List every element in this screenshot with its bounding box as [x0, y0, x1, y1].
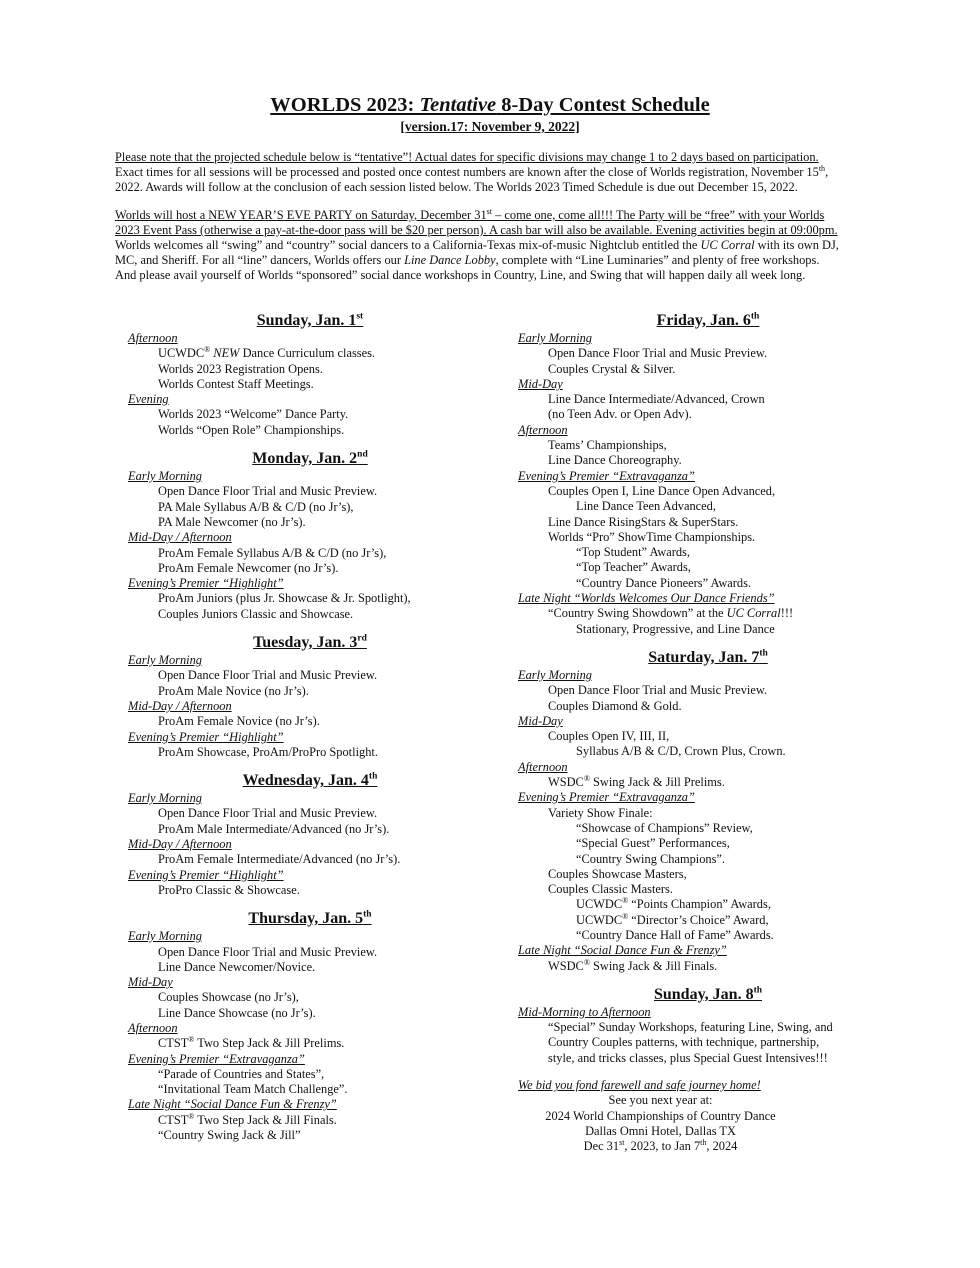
session-heading: Early Morning — [128, 791, 202, 806]
intro-paragraph-2: Worlds will host a NEW YEAR’S EVE PARTY on Saturday, December 31st – come one, come all!!! The Party will be “free” with your Worlds 2023 Event Pass (otherwise a pay-at-the-door pass will be $20 per person). A cash bar will also be available. Evening activities begin at 09:00pm. Worlds welcomes all “swing” and “country” social dancers to a California-Texas mix-of-music Nightclub entitled the UC Corral with its own DJ, MC, and Sheriff. For all “line” dancers, Worlds offers our Line Dance Lobby, complete with “Line Luminaries” and plenty of free workshops. And please avail yourself of Worlds “sponsored” social dance workshops in Country, Line, and Swing that will happen daily all week long. — [115, 206, 839, 282]
session-heading: Afternoon — [128, 331, 178, 345]
session-heading: Late Night “Social Dance Fun & Frenzy” — [128, 1097, 337, 1112]
right-column — [518, 311, 898, 1155]
session-heading: Evening’s Premier “Highlight” — [128, 867, 284, 882]
closing-block: We bid you fond farewell and safe journey home! See you next year at: 2024 World Championships of Country Dance Dallas Omni Hotel, Dallas TX Dec 31st, 2023, to Jan 7th, 2024 — [518, 1078, 898, 1154]
session-heading: Early Morning — [128, 929, 202, 944]
session-heading: Early Morning — [518, 331, 592, 345]
day-block-tuesday-jan-3: Tuesday, Jan. 3rd Early Morning Open Dance Floor Trial and Music Preview. ProAm Male Novice (no Jr’s). Mid-Day / Afternoon ProAm Female Novice (no Jr’s). Evening’s Premier “Highlight” ProAm Showcase, ProAm/ProPro Spotlight. — [128, 633, 488, 760]
session-heading: Late Night “Social Dance Fun & Frenzy” — [518, 943, 727, 958]
day-heading: Tuesday, Jan. 3rd — [253, 633, 367, 652]
intro-paragraph-1: Please note that the projected schedule below is “tentative”! Actual dates for specific divisions may change 1 to 2 days based on participation. Exact times for all sessions will be processed and posted once contest numbers are known after the close of Worlds registration, November 15th, 2022. Awards will follow at the conclusion of each session listed below. The Worlds 2023 Timed Schedule is due out December 15, 2022. — [115, 150, 829, 194]
session-heading: Mid-Day / Afternoon — [128, 530, 232, 545]
session-heading: Afternoon — [518, 422, 568, 437]
session-heading: Mid-Day / Afternoon — [128, 698, 232, 713]
session-heading: Evening’s Premier “Highlight” — [128, 729, 284, 744]
day-heading: Saturday, Jan. 7th — [648, 648, 768, 666]
session-heading: Mid-Day — [518, 376, 563, 391]
day-heading: Monday, Jan. 2nd — [252, 449, 368, 468]
day-heading: Friday, Jan. 6th — [656, 311, 760, 329]
session-heading: Mid-Day — [128, 975, 173, 990]
session-heading: Afternoon — [128, 1020, 178, 1035]
day-block-friday-jan-6: Friday, Jan. 6th Early Morning Open Dance Floor Trial and Music Preview. Couples Crystal & Silver. Mid-Day Line Dance Intermediate/Advanced, Crown (no Teen Adv. or Open Adv). Afternoon Teams’ Championships, Line Dance Choreography. Evening’s Premier “Extravaganza” Couples Open I, Line Dance Open Advanced, Line Dance Teen Advanced, Line Dance RisingStars & SuperStars. Worlds “Pro” ShowTime Championships. “Top Student” Awards, “Top Teacher” Awards, “Country Dance Pioneers” Awards. Late Night “Worlds Welcomes Our Dance Friends” “Country Swing Showdown” at the UC Corral!!! Stationary, Progressive, and Line Dance — [518, 311, 898, 637]
session-heading: Mid-Day / Afternoon — [128, 837, 232, 852]
day-block-wednesday-jan-4: Wednesday, Jan. 4th Early Morning Open Dance Floor Trial and Music Preview. ProAm Male Intermediate/Advanced (no Jr’s). Mid-Day / Afternoon ProAm Female Intermediate/Advanced (no Jr’s). Evening’s Premier “Highlight” ProPro Classic & Showcase. — [128, 771, 488, 898]
session-heading: Late Night “Worlds Welcomes Our Dance Friends” — [518, 591, 775, 606]
day-heading: Sunday, Jan. 8th — [653, 985, 763, 1003]
session-heading: Evening’s Premier “Highlight” — [128, 576, 284, 591]
session-heading: Early Morning — [128, 469, 202, 484]
day-heading: Sunday, Jan. 1st — [256, 311, 364, 329]
session-heading: Afternoon — [518, 759, 568, 774]
session-heading: Mid-Morning to Afternoon — [518, 1004, 651, 1019]
day-block-saturday-jan-7: Saturday, Jan. 7th Early Morning Open Dance Floor Trial and Music Preview. Couples Diamond & Gold. Mid-Day Couples Open IV, III, II, Syllabus A/B & C/D, Crown Plus, Crown. Afternoon WSDC® Swing Jack & Jill Prelims. Evening’s Premier “Extravaganza” Variety Show Finale: “Showcase of Champions” Review, “Special Guest” Performances, “Country Swing Champions”. Couples Showcase Masters, Couples Classic Masters. UCWDC® “Points Champion” Awards, UCWDC® “Director’s Choice” Award, “Country Dance Hall of Fame” Awards. Late Night “Social Dance Fun & Frenzy” WSDC® Swing Jack & Jill Finals. — [518, 648, 898, 974]
session-heading: Evening’s Premier “Extravaganza” — [518, 468, 695, 483]
version-line: [version.17: November 9, 2022] — [400, 119, 580, 134]
left-column — [128, 311, 488, 1143]
session-heading: Early Morning — [128, 653, 202, 668]
day-heading: Thursday, Jan. 5th — [248, 909, 372, 928]
day-block-monday-jan-2: Monday, Jan. 2nd Early Morning Open Dance Floor Trial and Music Preview. PA Male Syllabus A/B & C/D (no Jr’s), PA Male Newcomer (no Jr’s). Mid-Day / Afternoon ProAm Female Syllabus A/B & C/D (no Jr’s), ProAm Female Newcomer (no Jr’s). Evening’s Premier “Highlight” ProAm Juniors (plus Jr. Showcase & Jr. Spotlight), Couples Juniors Classic and Showcase. — [128, 449, 488, 622]
session-heading: Early Morning — [518, 667, 592, 682]
session-heading: Mid-Day — [518, 713, 563, 728]
day-heading: Wednesday, Jan. 4th — [242, 771, 378, 790]
session-heading: Evening — [128, 392, 169, 407]
page-title: WORLDS 2023: Tentative 8-Day Contest Schedule — [270, 94, 710, 116]
day-block-sunday-jan-1: Sunday, Jan. 1st Afternoon UCWDC® NEW Dance Curriculum classes. Worlds 2023 Registration Opens. Worlds Contest Staff Meetings. Evening Worlds 2023 “Welcome” Dance Party. Worlds “Open Role” Championships. — [128, 311, 488, 438]
day-block-thursday-jan-5: Thursday, Jan. 5th Early Morning Open Dance Floor Trial and Music Preview. Line Dance Newcomer/Novice. Mid-Day Couples Showcase (no Jr’s), Line Dance Showcase (no Jr’s). Afternoon CTST® Two Step Jack & Jill Prelims. Evening’s Premier “Extravaganza” “Parade of Countries and States”, “Invitational Team Match Challenge”. Late Night “Social Dance Fun & Frenzy” CTST® Two Step Jack & Jill Finals. “Country Swing Jack & Jill” — [128, 909, 488, 1143]
farewell-line: We bid you fond farewell and safe journey home! — [518, 1078, 761, 1093]
day-block-sunday-jan-8: Sunday, Jan. 8th Mid-Morning to Afternoon “Special” Sunday Workshops, featuring Line, Swing, and Country Couples patterns, with technique, partnership, style, and tricks classes, plus Special Guest Intensives!!! — [518, 985, 898, 1066]
session-heading: Evening’s Premier “Extravaganza” — [128, 1051, 305, 1066]
session-heading: Evening’s Premier “Extravaganza” — [518, 790, 695, 805]
